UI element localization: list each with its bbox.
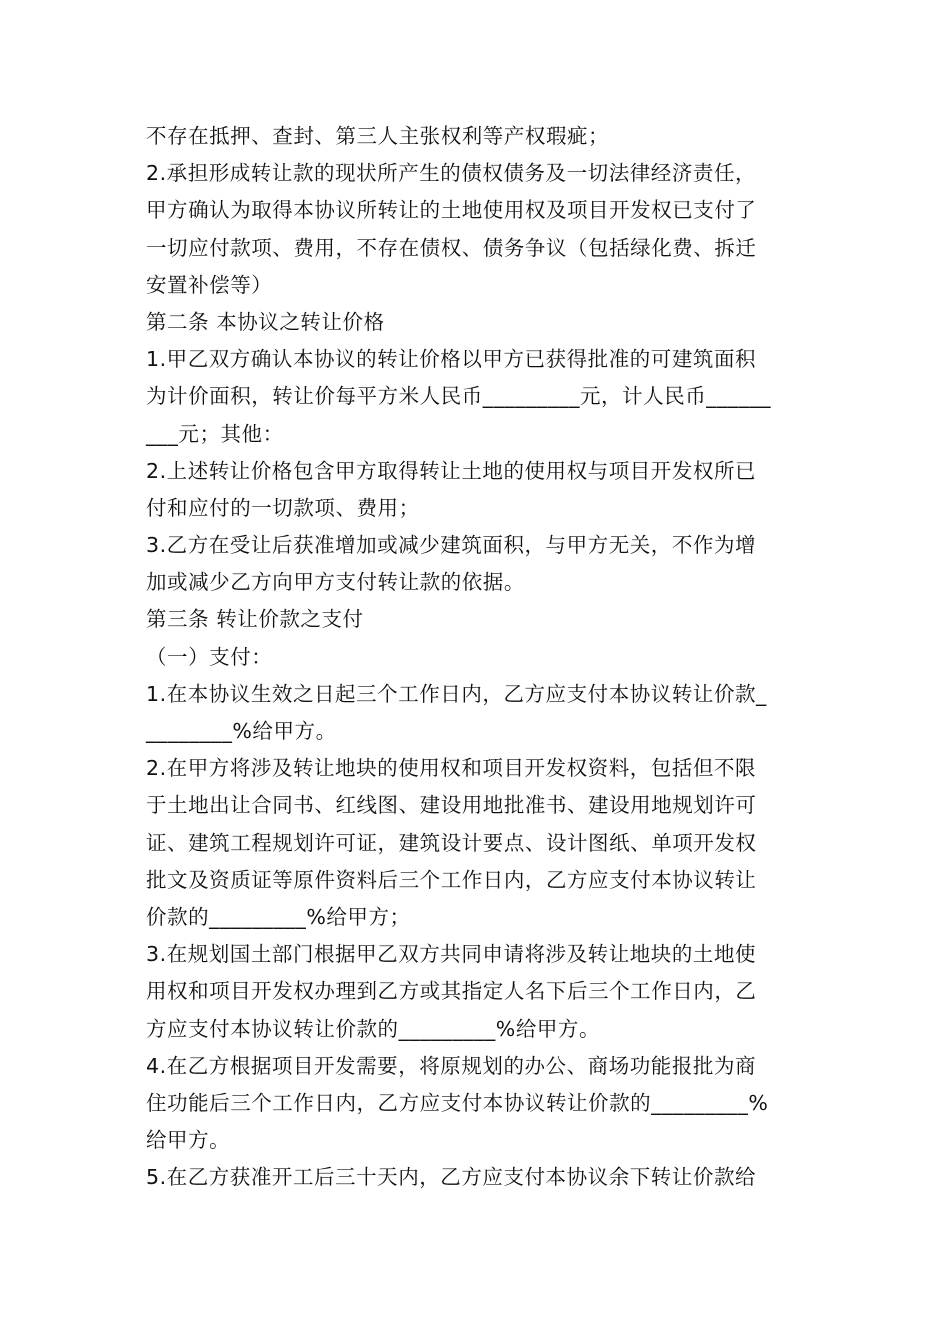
text-line: 证、建筑工程规划许可证，建筑设计要点、设计图纸、单项开发权 (146, 830, 757, 855)
text-line: 一切应付款项、费用，不存在债权、债务争议（包括绿化费、拆迁 (146, 235, 757, 260)
text-line: 1.在本协议生效之日起三个工作日内，乙方应支付本协议转让价款_ (146, 681, 767, 706)
text-line: 给甲方。 (146, 1128, 231, 1153)
text-line: ___元；其他： (146, 421, 284, 446)
document-body (146, 118, 816, 1196)
text-line: 2.上述转让价格包含甲方取得转让土地的使用权与项目开发权所已 (146, 458, 757, 483)
text-line: 3.在规划国土部门根据甲乙双方共同申请将涉及转让地块的土地使 (146, 942, 757, 967)
text-line: 甲方确认为取得本协议所转让的土地使用权及项目开发权已支付了 (146, 198, 757, 223)
text-line: 用权和项目开发权办理到乙方或其指定人名下后三个工作日内，乙 (146, 979, 757, 1004)
text-line: 为计价面积，转让价每平方米人民币_________元，计人民币______ (146, 384, 772, 409)
text-line: 不存在抵押、查封、第三人主张权利等产权瑕疵； (146, 124, 610, 148)
text-line: 住功能后三个工作日内，乙方应支付本协议转让价款的_________% (146, 1090, 769, 1115)
subsection-heading: （一）支付： (146, 644, 273, 669)
section-heading: 第二条 本协议之转让价格 (146, 309, 385, 334)
text-line: 3.乙方在受让后获准增加或减少建筑面积，与甲方无关，不作为增 (146, 533, 757, 558)
text-line: ________%给甲方。 (146, 719, 337, 743)
text-line: 4.在乙方根据项目开发需要，将原规划的办公、商场功能报批为商 (146, 1053, 757, 1078)
text-line: 批文及资质证等原件资料后三个工作日内，乙方应支付本协议转让 (146, 867, 757, 892)
text-line: 加或减少乙方向甲方支付转让款的依据。 (146, 570, 525, 595)
text-line: 2.在甲方将涉及转让地块的使用权和项目开发权资料，包括但不限 (146, 756, 757, 781)
text-line: 5.在乙方获准开工后三十天内，乙方应支付本协议余下转让价款给 (146, 1165, 757, 1190)
text-line: 付和应付的一切款项、费用； (146, 495, 420, 520)
text-line: 1.甲乙双方确认本协议的转让价格以甲方已获得批准的可建筑面积 (146, 347, 757, 372)
text-line: 于土地出让合同书、红线图、建设用地批准书、建设用地规划许可 (146, 793, 757, 818)
text-line: 安置补偿等） (146, 272, 273, 297)
text-line: 方应支付本协议转让价款的_________%给甲方。 (146, 1016, 601, 1041)
text-line: 2.承担形成转让款的现状所产生的债权债务及一切法律经济责任， (146, 161, 757, 186)
text-line: 价款的_________%给甲方； (146, 904, 411, 929)
section-heading: 第三条 转让价款之支付 (146, 607, 364, 632)
